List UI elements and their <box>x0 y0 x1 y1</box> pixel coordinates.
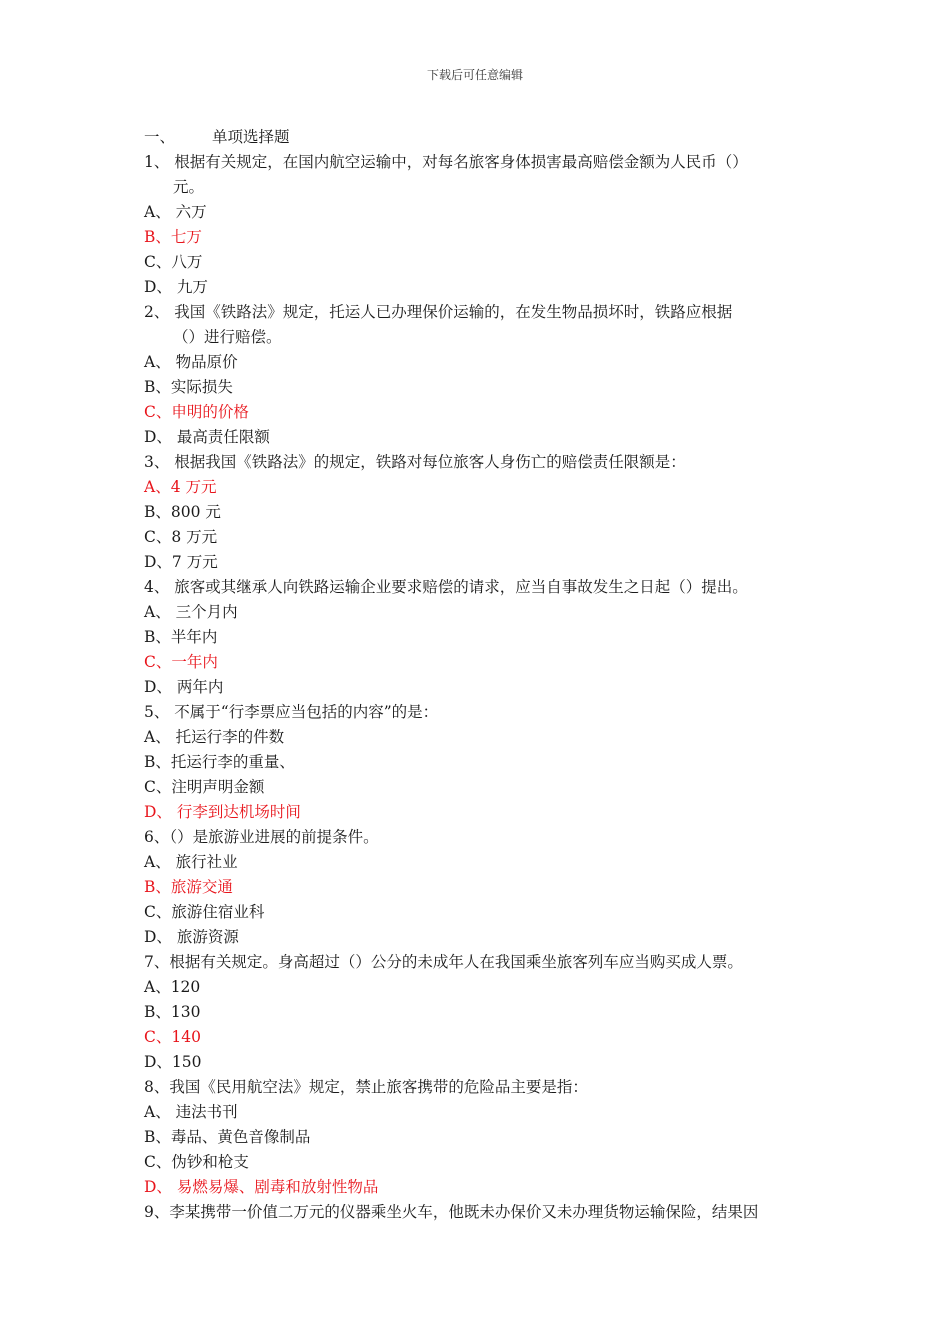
answer-option: A、 六万 <box>144 203 207 221</box>
answer-option: C、8 万元 <box>144 528 218 546</box>
answer-option-correct: C、申明的价格 <box>144 403 249 421</box>
question-text: 5、 不属于“行李票应当包括的内容”的是： <box>144 703 439 721</box>
document-body <box>144 125 814 1225</box>
question-text: 7、根据有关规定。身高超过（）公分的未成年人在我国乘坐旅客列车应当购买成人票。 <box>144 953 743 971</box>
answer-option-correct: D、 易燃易爆、剧毒和放射性物品 <box>144 1178 379 1196</box>
answer-option: D、7 万元 <box>144 553 218 571</box>
answer-option: B、800 元 <box>144 503 221 521</box>
answer-option: B、半年内 <box>144 628 218 646</box>
answer-option: A、 三个月内 <box>144 603 238 621</box>
answer-option-correct: C、一年内 <box>144 653 218 671</box>
answer-option: A、 旅行社业 <box>144 853 238 871</box>
answer-option: C、注明声明金额 <box>144 778 265 796</box>
question-list <box>144 150 814 1225</box>
question-text: 9、李某携带一价值二万元的仪器乘坐火车，他既未办保价又未办理货物运输保险，结果因 <box>144 1203 759 1221</box>
question-text: 8、我国《民用航空法》规定，禁止旅客携带的危险品主要是指： <box>144 1078 588 1096</box>
section-number: 一、 <box>144 128 176 146</box>
answer-option: D、 最高责任限额 <box>144 428 270 446</box>
question-text: 1、 根据有关规定，在国内航空运输中，对每名旅客身体损害最高赔偿金额为人民币（） <box>144 153 748 171</box>
section-heading <box>144 125 814 150</box>
answer-option: A、120 <box>144 978 201 996</box>
answer-option-correct: B、七万 <box>144 228 202 246</box>
answer-option: B、实际损失 <box>144 378 233 396</box>
answer-option-correct: A、4 万元 <box>144 478 217 496</box>
answer-option-correct: C、140 <box>144 1028 201 1046</box>
answer-option: B、毒品、黄色音像制品 <box>144 1128 311 1146</box>
question-continuation: 元。 <box>173 178 205 196</box>
answer-option: B、130 <box>144 1003 201 1021</box>
question-text: 3、 根据我国《铁路法》的规定，铁路对每位旅客人身伤亡的赔偿责任限额是： <box>144 453 686 471</box>
answer-option: D、150 <box>144 1053 202 1071</box>
answer-option: D、 两年内 <box>144 678 224 696</box>
answer-option: B、托运行李的重量、 <box>144 753 295 771</box>
answer-option: D、 旅游资源 <box>144 928 239 946</box>
answer-option-correct: B、旅游交通 <box>144 878 233 896</box>
section-title: 单项选择题 <box>212 128 290 146</box>
page-header: 下载后可任意编辑 <box>426 68 523 82</box>
answer-option: C、伪钞和枪支 <box>144 1153 249 1171</box>
answer-option-correct: D、 行李到达机场时间 <box>144 803 301 821</box>
answer-option: A、 托运行李的件数 <box>144 728 285 746</box>
answer-option: A、 违法书刊 <box>144 1103 238 1121</box>
question-text: 6、（）是旅游业进展的前提条件。 <box>144 828 379 846</box>
question-text: 4、 旅客或其继承人向铁路运输企业要求赔偿的请求，应当自事故发生之日起（）提出。 <box>144 578 748 596</box>
question-text: 2、 我国《铁路法》规定，托运人已办理保价运输的，在发生物品损坏时，铁路应根据 <box>144 303 733 321</box>
answer-option: D、 九万 <box>144 278 208 296</box>
answer-option: C、旅游住宿业科 <box>144 903 265 921</box>
answer-option: A、 物品原价 <box>144 353 238 371</box>
answer-option: C、八万 <box>144 253 203 271</box>
question-continuation: （）进行赔偿。 <box>173 328 282 346</box>
